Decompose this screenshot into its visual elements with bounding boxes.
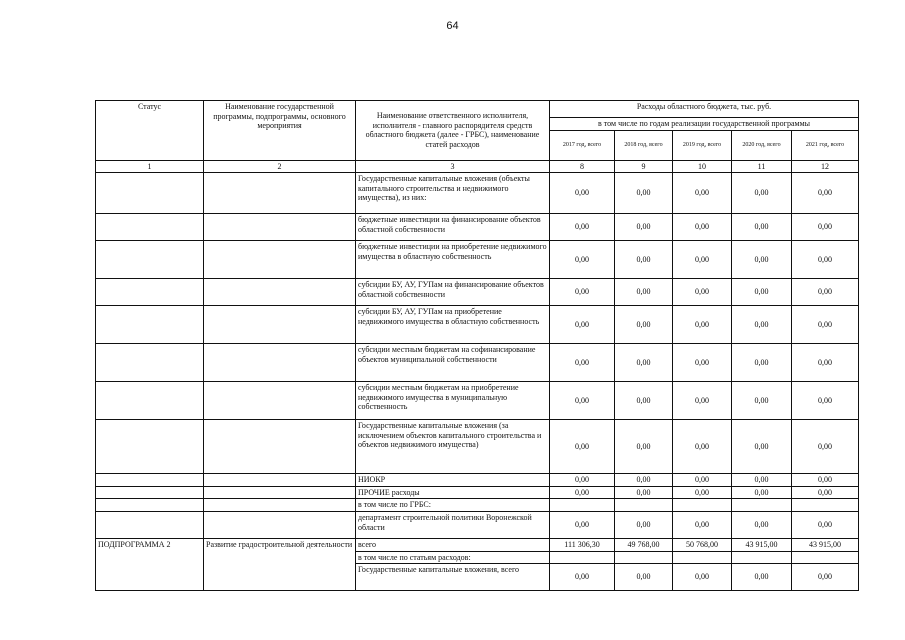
expense-value: 0,00	[792, 382, 859, 420]
expense-value: 0,00	[792, 474, 859, 487]
expense-value: 0,00	[792, 344, 859, 382]
expense-name: в том числе по ГРБС:	[356, 499, 550, 512]
expense-name: субсидии местным бюджетам на софинансирование объектов муниципальной собственности	[356, 344, 550, 382]
table-row	[96, 344, 859, 382]
expense-value: 0,00	[673, 486, 732, 499]
expense-value: 0,00	[732, 279, 792, 306]
status-cell	[96, 306, 204, 344]
status-cell	[96, 420, 204, 474]
expense-name: НИОКР	[356, 474, 550, 487]
header-status: Статус	[96, 101, 204, 161]
expense-value: 0,00	[792, 486, 859, 499]
expense-name: субсидии БУ, АУ, ГУПам на приобретение недвижимого имущества в областную собственность	[356, 306, 550, 344]
expense-value: 0,00	[792, 214, 859, 241]
expense-value: 0,00	[732, 344, 792, 382]
expense-value	[550, 551, 615, 564]
expense-value: 0,00	[615, 564, 673, 591]
expense-value	[673, 499, 732, 512]
table-row	[96, 474, 859, 487]
status-cell	[96, 511, 204, 538]
expense-value	[615, 551, 673, 564]
expense-value: 0,00	[792, 564, 859, 591]
column-number: 1	[96, 160, 204, 173]
expense-value: 0,00	[673, 564, 732, 591]
expense-value: 0,00	[792, 306, 859, 344]
program-cell	[204, 306, 356, 344]
expense-value: 0,00	[792, 279, 859, 306]
expense-value: 0,00	[550, 344, 615, 382]
header-year: 2019 год, всего	[673, 130, 732, 160]
expense-value: 0,00	[615, 511, 673, 538]
expense-value: 0,00	[792, 420, 859, 474]
expense-value: 0,00	[732, 474, 792, 487]
expense-value: 0,00	[673, 241, 732, 279]
expense-value	[615, 499, 673, 512]
table-header	[96, 101, 859, 173]
header-year: 2020 год, всего	[732, 130, 792, 160]
program-cell	[204, 420, 356, 474]
expense-value: 0,00	[550, 173, 615, 214]
expense-value: 0,00	[732, 214, 792, 241]
header-year: 2018 год, всего	[615, 130, 673, 160]
expense-value: 0,00	[673, 279, 732, 306]
expense-value: 0,00	[615, 306, 673, 344]
program-cell	[204, 344, 356, 382]
program-cell	[204, 474, 356, 487]
column-number: 8	[550, 160, 615, 173]
expense-name: в том числе по статьям расходов:	[356, 551, 550, 564]
status-cell	[96, 214, 204, 241]
expense-value: 0,00	[792, 173, 859, 214]
program-cell	[204, 279, 356, 306]
expense-value: 0,00	[615, 474, 673, 487]
header-budget-title: Расходы областного бюджета, тыс. руб.	[550, 101, 859, 118]
status-cell	[96, 486, 204, 499]
status-cell	[96, 344, 204, 382]
expense-value	[732, 551, 792, 564]
table-row	[96, 538, 859, 551]
expense-value: 0,00	[732, 511, 792, 538]
expense-value: 0,00	[615, 382, 673, 420]
expense-name: всего	[356, 538, 550, 551]
expense-value: 0,00	[550, 511, 615, 538]
table-row	[96, 173, 859, 214]
expense-value: 0,00	[673, 420, 732, 474]
expense-name: бюджетные инвестиции на финансирование объектов областной собственности	[356, 214, 550, 241]
program-cell	[204, 486, 356, 499]
expense-name: Государственные капитальные вложения (за исключением объектов капитального строительства и объектов недвижимого имущества)	[356, 420, 550, 474]
column-number: 10	[673, 160, 732, 173]
expense-value: 0,00	[732, 382, 792, 420]
expense-value: 0,00	[673, 344, 732, 382]
expense-value: 0,00	[615, 241, 673, 279]
expense-value: 0,00	[673, 306, 732, 344]
header-year: 2021 год, всего	[792, 130, 859, 160]
expense-value: 0,00	[732, 241, 792, 279]
column-number: 2	[204, 160, 356, 173]
expense-value	[792, 499, 859, 512]
program-cell	[204, 499, 356, 512]
table-row	[96, 306, 859, 344]
expense-value: 0,00	[550, 279, 615, 306]
expense-value: 43 915,00	[732, 538, 792, 551]
expense-value: 0,00	[673, 382, 732, 420]
expense-value: 0,00	[615, 214, 673, 241]
subprogram-status: ПОДПРОГРАММА 2	[96, 538, 204, 590]
expense-value: 0,00	[550, 486, 615, 499]
expense-value	[673, 551, 732, 564]
expense-value: 0,00	[732, 564, 792, 591]
expense-value: 0,00	[732, 420, 792, 474]
table-row	[96, 241, 859, 279]
status-cell	[96, 382, 204, 420]
table-row	[96, 511, 859, 538]
expense-value: 0,00	[673, 214, 732, 241]
expense-value	[732, 499, 792, 512]
program-cell	[204, 511, 356, 538]
program-cell	[204, 173, 356, 214]
table-row	[96, 279, 859, 306]
status-cell	[96, 499, 204, 512]
expense-value: 0,00	[792, 241, 859, 279]
table-body	[96, 173, 859, 591]
expense-value	[550, 499, 615, 512]
status-cell	[96, 279, 204, 306]
column-number: 11	[732, 160, 792, 173]
expense-value: 0,00	[550, 241, 615, 279]
column-number: 9	[615, 160, 673, 173]
page-number: 64	[446, 20, 459, 32]
expense-value: 0,00	[615, 279, 673, 306]
table-row	[96, 382, 859, 420]
header-year: 2017 год, всего	[550, 130, 615, 160]
program-cell	[204, 241, 356, 279]
status-cell	[96, 241, 204, 279]
column-numbers-row	[96, 160, 859, 173]
table-row	[96, 486, 859, 499]
expense-value: 0,00	[732, 306, 792, 344]
expense-value: 50 768,00	[673, 538, 732, 551]
expense-value: 0,00	[550, 382, 615, 420]
expense-value: 111 306,30	[550, 538, 615, 551]
expense-value: 0,00	[615, 420, 673, 474]
expense-value: 0,00	[550, 474, 615, 487]
table-row	[96, 214, 859, 241]
expense-name: бюджетные инвестиции на приобретение недвижимого имущества в областную собственность	[356, 241, 550, 279]
expense-value: 0,00	[615, 173, 673, 214]
expense-value: 0,00	[732, 486, 792, 499]
status-cell	[96, 474, 204, 487]
expense-name: субсидии БУ, АУ, ГУПам на финансирование объектов областной собственности	[356, 279, 550, 306]
status-cell	[96, 173, 204, 214]
expense-value: 0,00	[673, 474, 732, 487]
column-number: 12	[792, 160, 859, 173]
header-executor: Наименование ответственного исполнителя, исполнителя - главного распорядителя средств областного бюджета (далее - ГРБС), наименование статей расходов	[356, 101, 550, 161]
program-cell	[204, 214, 356, 241]
expense-name: субсидии местным бюджетам на приобретение недвижимого имущества в муниципальную собственность	[356, 382, 550, 420]
table-row	[96, 420, 859, 474]
expense-value: 0,00	[732, 173, 792, 214]
expense-value: 0,00	[550, 564, 615, 591]
expense-name: Государственные капитальные вложения, всего	[356, 564, 550, 591]
table-row	[96, 499, 859, 512]
expense-value: 0,00	[673, 511, 732, 538]
expense-name: департамент строительной политики Воронежской области	[356, 511, 550, 538]
expense-value: 0,00	[615, 486, 673, 499]
program-cell	[204, 382, 356, 420]
expense-name: Государственные капитальные вложения (объекты капитального строительства и недвижимого имущества), из них:	[356, 173, 550, 214]
expense-value: 0,00	[550, 214, 615, 241]
header-program-name: Наименование государственной программы, подпрограммы, основного мероприятия	[204, 101, 356, 161]
subprogram-name: Развитие градостроительной деятельности	[204, 538, 356, 590]
header-by-years: в том числе по годам реализации государственной программы	[550, 118, 859, 131]
expense-value: 0,00	[673, 173, 732, 214]
expense-value: 0,00	[792, 511, 859, 538]
expense-value: 0,00	[615, 344, 673, 382]
expense-name: ПРОЧИЕ расходы	[356, 486, 550, 499]
expense-value: 49 768,00	[615, 538, 673, 551]
expense-value: 43 915,00	[792, 538, 859, 551]
expense-value	[792, 551, 859, 564]
column-number: 3	[356, 160, 550, 173]
budget-table	[95, 100, 859, 591]
expense-value: 0,00	[550, 306, 615, 344]
expense-value: 0,00	[550, 420, 615, 474]
